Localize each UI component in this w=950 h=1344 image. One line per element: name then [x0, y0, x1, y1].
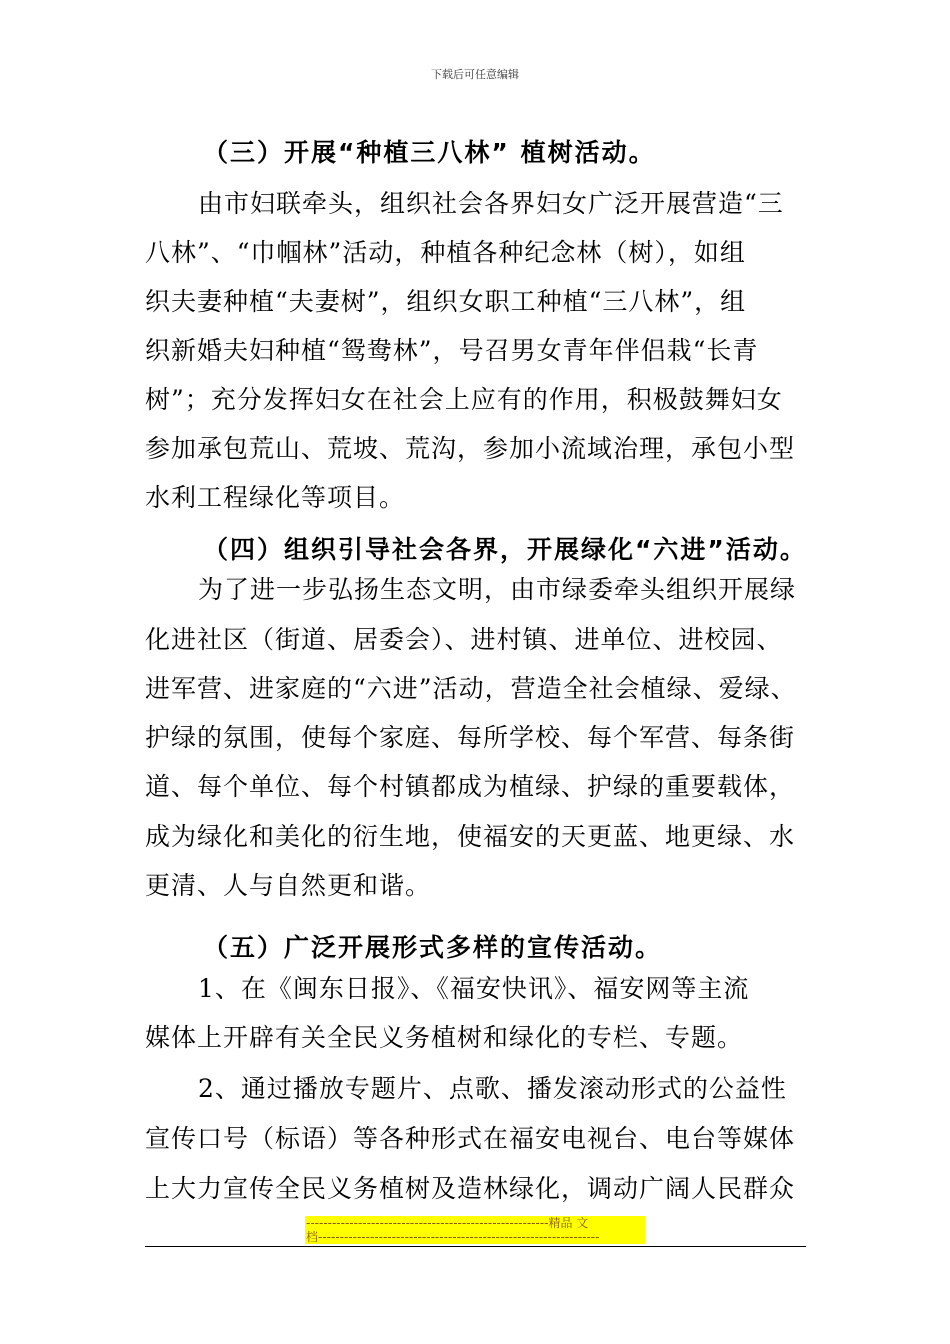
- paragraph-line: 1、在《闽东日报》、《福安快讯》、福安网等主流: [198, 974, 750, 1003]
- paragraph-line: 树”；充分发挥妇女在社会上应有的作用，积极鼓舞妇女: [145, 385, 783, 414]
- paragraph-line: 化进社区（街道、居委会）、进村镇、进单位、进校园、: [145, 625, 783, 654]
- paragraph-line: 2、通过播放专题片、点歌、播发滚动形式的公益性: [198, 1074, 787, 1103]
- paragraph-line: 上大力宣传全民义务植树及造林绿化，调动广阔人民群众: [145, 1174, 796, 1203]
- paragraph-line: 更清、人与自然更和谐。: [145, 871, 432, 900]
- paragraph-line: 宣传口号（标语）等各种形式在福安电视台、电台等媒体: [145, 1124, 796, 1153]
- paragraph-line: 织新婚夫妇种植“鸳鸯林”，号召男女青年伴侣栽“长青: [145, 336, 759, 365]
- footer-divider: [145, 1246, 806, 1247]
- paragraph-line: 为了进一步弘扬生态文明，由市绿委牵头组织开展绿: [198, 575, 797, 604]
- paragraph-line: 道、每个单位、每个村镇都成为植绿、护绿的重要载体，: [145, 772, 796, 801]
- paragraph-line: 由市妇联牵头，组织社会各界妇女广泛开展营造“三: [198, 189, 784, 218]
- paragraph-line: 八林”、“巾帼林”活动，种植各种纪念林（树），如组: [145, 238, 746, 267]
- footer-line-1: --------------------------------------------------------精品 文: [306, 1216, 589, 1230]
- section-heading-5: （五）广泛开展形式多样的宣传活动。: [203, 933, 663, 962]
- paragraph-line: 织夫妻种植“夫妻树”，组织女职工种植“三八林”，组: [145, 287, 747, 316]
- section-heading-4: （四）组织引导社会各界，开展绿化“六进”活动。: [203, 535, 807, 564]
- paragraph-line: 成为绿化和美化的衍生地，使福安的天更蓝、地更绿、水: [145, 822, 796, 851]
- paragraph-line: 媒体上开辟有关全民义务植树和绿化的专栏、专题。: [145, 1023, 744, 1052]
- paragraph-line: 参加承包荒山、荒坡、荒沟，参加小流域治理，承包小型: [145, 434, 796, 463]
- paragraph-line: 护绿的氛围，使每个家庭、每所学校、每个军营、每条街: [145, 723, 796, 752]
- header-note: 下载后可任意编辑: [431, 68, 519, 81]
- paragraph-line: 水利工程绿化等项目。: [145, 483, 406, 512]
- footer-line-2: 档-----------------------------------------------------------------: [306, 1230, 600, 1244]
- paragraph-line: 进军营、进家庭的“六进”活动，营造全社会植绿、爱绿、: [145, 674, 797, 703]
- section-heading-3: （三）开展“种植三八林” 植树活动。: [203, 138, 656, 167]
